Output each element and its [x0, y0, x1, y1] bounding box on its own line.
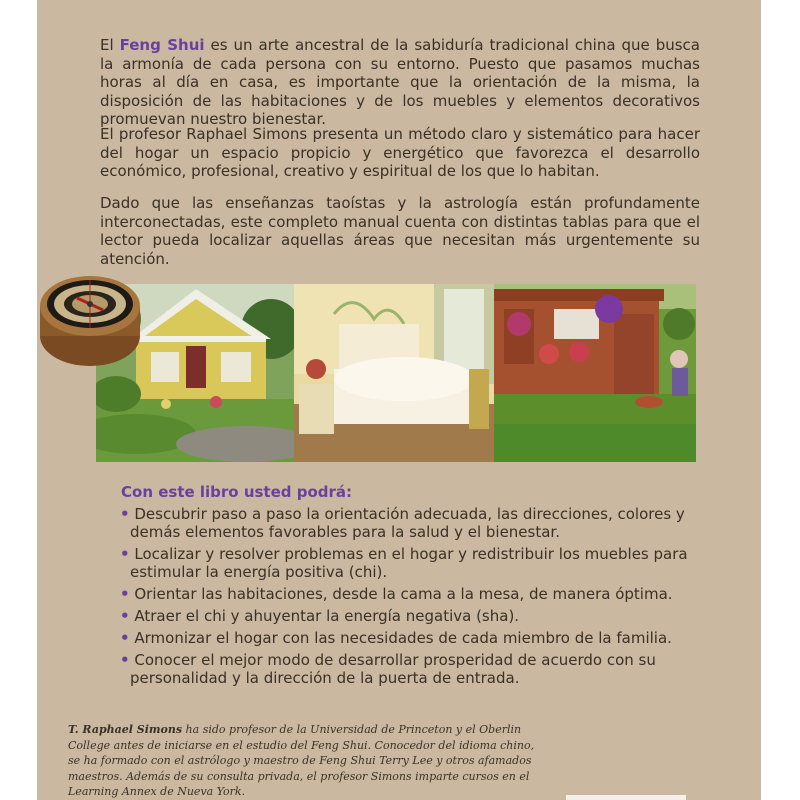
bullet-icon: •	[120, 629, 130, 647]
list-item	[116, 651, 696, 687]
list-item-text: Descubrir paso a paso la orientación adecuada, las direcciones, colores y demás elementos favorables para la salud y el bienestar.	[130, 505, 685, 541]
author-name: T. Raphael Simons	[68, 723, 183, 736]
feng-shui-term: Feng Shui	[119, 36, 205, 54]
list-item-text: Conocer el mejor modo de desarrollar prosperidad de acuerdo con su personalidad y la dirección de la puerta de entrada.	[130, 651, 656, 687]
bedroom-photo	[294, 284, 494, 462]
bullet-icon: •	[120, 585, 130, 603]
intro-rest-text: es un arte ancestral de la sabiduría tradicional china que busca la armonía de cada persona con su entorno. Puesto que pasamos muchas horas al día en casa, es importante que la orientación de la misma, la disposición de las habitaciones y de los muebles y elementos decorativos promuevan nuestro bienestar.	[100, 36, 700, 128]
author-bio	[68, 722, 548, 800]
list-item	[116, 629, 696, 647]
tables-paragraph: Dado que las enseñanzas taoístas y la astrología están profundamente interconectadas, este completo manual cuenta con distintas tablas para que el lector pueda localizar aquellas áreas que necesitan más urgentemente su atención.	[100, 194, 700, 268]
list-item-text: Atraer el chi y ahuyentar la energía negativa (sha).	[134, 607, 520, 625]
garden-shed-photo	[494, 284, 696, 462]
list-item-text: Orientar las habitaciones, desde la cama a la mesa, de manera óptima.	[134, 585, 673, 603]
list-title: Con este libro usted podrá:	[121, 483, 353, 501]
list-item	[116, 585, 696, 603]
list-item	[116, 505, 696, 541]
intro-paragraph	[100, 36, 700, 129]
list-item	[116, 607, 696, 625]
author-bio-text: ha sido profesor de la Universidad de Princeton y el Oberlin College antes de iniciarse en el estudio del Feng Shui. Conocedor del idioma chino, se ha formado con el astrólogo y maestro de Feng Shui Terry Lee y otros afamados maestros. Además de su consulta privada, el profesor Simons imparte cursos en el Learning Annex de Nueva York.	[68, 723, 535, 798]
intro-lead-text: El	[100, 36, 120, 54]
list-item-text: Localizar y resolver problemas en el hogar y redistribuir los muebles para estimular la energía positiva (chi).	[130, 545, 688, 581]
bullet-icon: •	[120, 505, 130, 523]
compass-icon	[37, 248, 143, 370]
list-item	[116, 545, 696, 581]
bullet-icon: •	[120, 651, 130, 669]
bullet-icon: •	[120, 545, 130, 563]
photo-strip	[96, 284, 696, 462]
list-item-text: Armonizar el hogar con las necesidades de cada miembro de la familia.	[134, 629, 672, 647]
barcode-label-edge	[566, 795, 686, 800]
bullet-icon: •	[120, 607, 130, 625]
method-paragraph: El profesor Raphael Simons presenta un método claro y sistemático para hacer del hogar un espacio propicio y energético que favorezca el desarrollo económico, profesional, creativo y espiritual de los que lo habitan.	[100, 125, 700, 180]
benefits-list	[116, 505, 696, 691]
